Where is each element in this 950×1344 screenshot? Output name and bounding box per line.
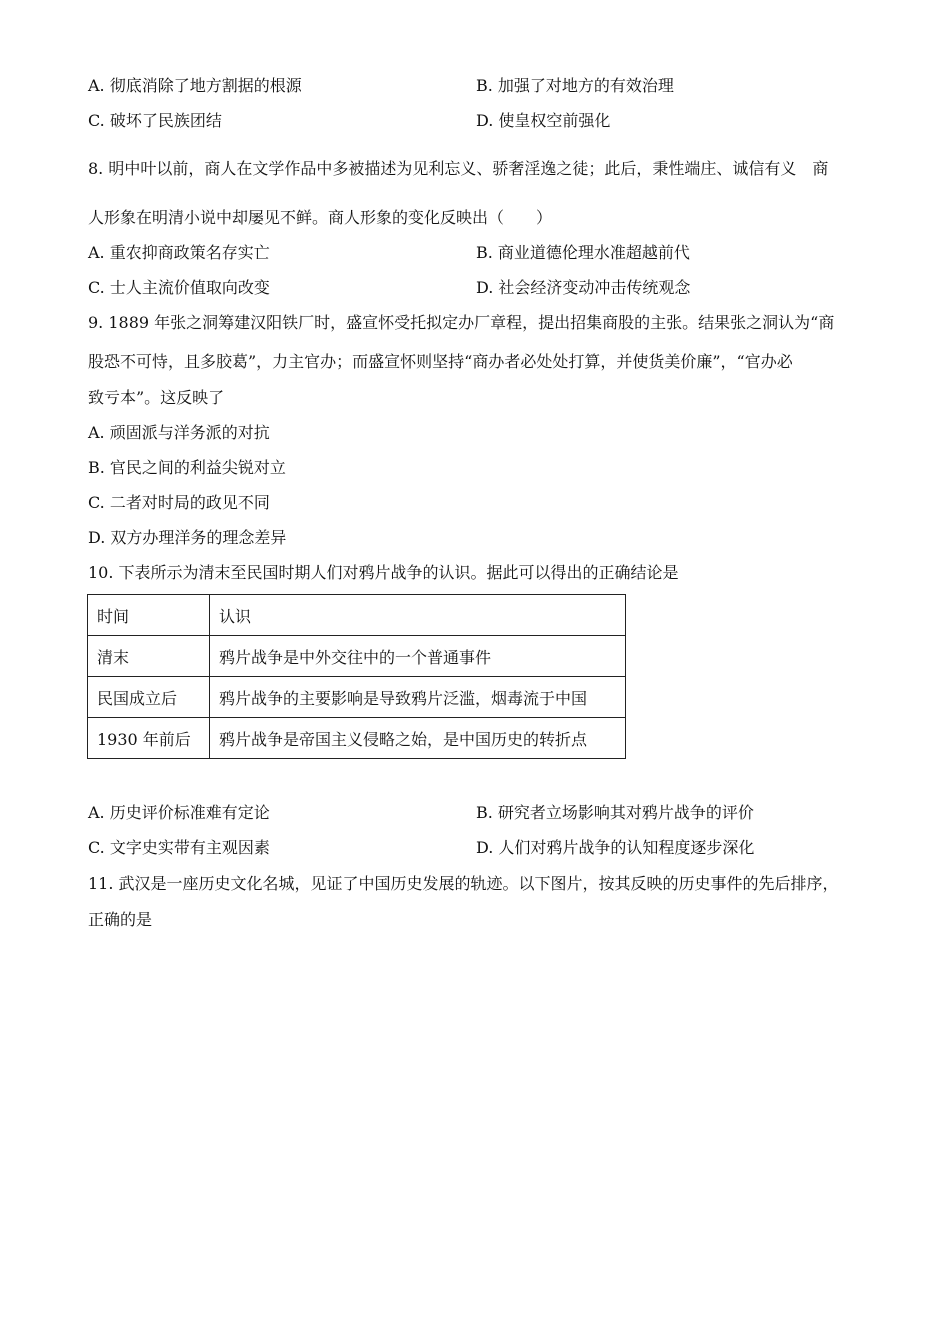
q9-option-c: C. 二者对时局的政见不同 [88, 493, 270, 512]
q8-stem-line1: 8. 明中叶以前，商人在文学作品中多被描述为见利忘义、骄奢淫逸之徒；此后，秉性端庄、诚信有义 商 [88, 159, 829, 178]
q7-option-c: C. 破坏了民族团结 [88, 111, 222, 130]
table-cell-time: 民国成立后 [88, 677, 210, 718]
q8-option-b: B. 商业道德伦理水准超越前代 [476, 243, 690, 262]
table-row [88, 636, 626, 677]
table-cell-view: 鸦片战争是帝国主义侵略之始，是中国历史的转折点 [210, 718, 626, 759]
q8-option-c: C. 士人主流价值取向改变 [88, 278, 270, 297]
table-header-row [88, 595, 626, 636]
q9-stem-line2: 股恐不可恃，且多胶葛”，力主官办；而盛宣怀则坚持“商办者必处处打算，并使货美价廉”，“官办必 [88, 352, 793, 371]
q9-stem-line1: 9. 1889 年张之洞筹建汉阳铁厂时，盛宣怀受托拟定办厂章程，提出招集商股的主张。结果张之洞认为“商 [88, 313, 835, 332]
table-header-view: 认识 [210, 595, 626, 636]
q11-stem-line2: 正确的是 [88, 910, 153, 929]
q10-table [87, 594, 626, 759]
q8-option-d: D. 社会经济变动冲击传统观念 [476, 278, 691, 297]
q9-option-a: A. 顽固派与洋务派的对抗 [88, 423, 270, 442]
q7-option-a: A. 彻底消除了地方割据的根源 [88, 76, 302, 95]
table-row [88, 718, 626, 759]
q9-stem-line3: 致亏本”。这反映了 [88, 388, 225, 407]
table-header-time: 时间 [88, 595, 210, 636]
table-cell-view: 鸦片战争的主要影响是导致鸦片泛滥，烟毒流于中国 [210, 677, 626, 718]
table-cell-view: 鸦片战争是中外交往中的一个普通事件 [210, 636, 626, 677]
q8-option-a: A. 重农抑商政策名存实亡 [88, 243, 270, 262]
q10-stem: 10. 下表所示为清末至民国时期人们对鸦片战争的认识。据此可以得出的正确结论是 [88, 563, 679, 582]
q11-stem-line1: 11. 武汉是一座历史文化名城，见证了中国历史发展的轨迹。以下图片，按其反映的历史事件的先后排序， [88, 874, 839, 893]
q7-option-b: B. 加强了对地方的有效治理 [476, 76, 674, 95]
q10-option-b: B. 研究者立场影响其对鸦片战争的评价 [476, 803, 754, 822]
q7-option-d: D. 使皇权空前强化 [476, 111, 611, 130]
table-cell-time: 清末 [88, 636, 210, 677]
table-row [88, 677, 626, 718]
table-cell-time: 1930 年前后 [88, 718, 210, 759]
q10-option-d: D. 人们对鸦片战争的认知程度逐步深化 [476, 838, 755, 857]
q10-option-c: C. 文字史实带有主观因素 [88, 838, 270, 857]
q9-option-b: B. 官民之间的利益尖锐对立 [88, 458, 286, 477]
q8-stem-line2: 人形象在明清小说中却屡见不鲜。商人形象的变化反映出（ ） [88, 208, 553, 227]
q10-option-a: A. 历史评价标准难有定论 [88, 803, 270, 822]
q9-option-d: D. 双方办理洋务的理念差异 [88, 528, 287, 547]
